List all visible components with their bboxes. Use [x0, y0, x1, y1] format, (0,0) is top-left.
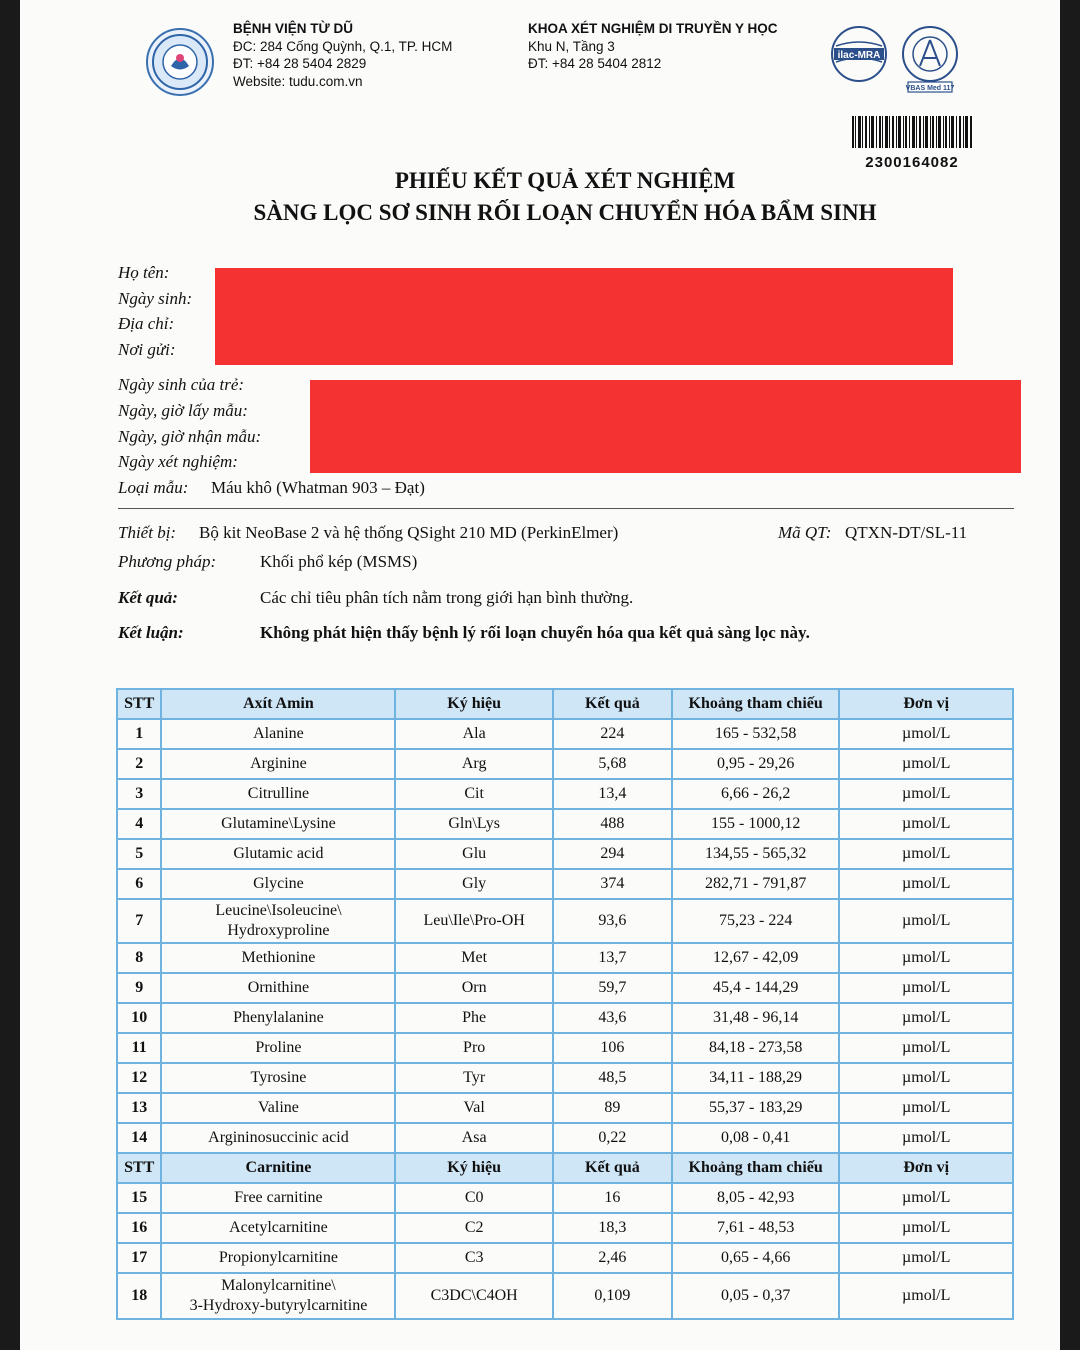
row-name: Free carnitine — [161, 1183, 395, 1213]
row-name: Citrulline — [161, 779, 395, 809]
barcode — [852, 116, 972, 171]
row-symbol: Phe — [395, 1003, 552, 1033]
row-result: 48,5 — [553, 1063, 672, 1093]
accreditation-logos-icon — [828, 24, 964, 94]
row-range: 165 - 532,58 — [672, 719, 839, 749]
test-date-label: Ngày xét nghiệm: — [118, 452, 238, 471]
row-stt: 5 — [117, 839, 161, 869]
row-result: 294 — [553, 839, 672, 869]
qt-label: Mã QT: — [778, 523, 832, 542]
row-stt: 18 — [117, 1273, 161, 1319]
table-row — [117, 1183, 1013, 1213]
row-stt: 7 — [117, 899, 161, 943]
row-result: 0,109 — [553, 1273, 672, 1319]
conclusion-label: Kết luận: — [118, 623, 184, 642]
row-unit: µmol/L — [839, 1003, 1013, 1033]
row-unit: µmol/L — [839, 869, 1013, 899]
hospital-phone: ĐT: +84 28 5404 2829 — [233, 56, 367, 71]
hospital-website: Website: tudu.com.vn — [233, 73, 363, 89]
dob-label: Ngày sinh: — [118, 289, 193, 308]
row-name-line2: Hydroxyproline — [227, 922, 330, 939]
row-range: 0,95 - 29,26 — [672, 749, 839, 779]
row-result: 13,7 — [553, 943, 672, 973]
col-header-unit: Đơn vị — [839, 1153, 1013, 1183]
row-unit: µmol/L — [839, 779, 1013, 809]
row-stt: 8 — [117, 943, 161, 973]
row-range: 0,08 - 0,41 — [672, 1123, 839, 1153]
row-range: 12,67 - 42,09 — [672, 943, 839, 973]
row-name: Phenylalanine — [161, 1003, 395, 1033]
row-symbol: Glu — [395, 839, 552, 869]
lab-location: Khu N, Tầng 3 — [528, 38, 615, 54]
boa-logo-icon — [903, 27, 957, 92]
row-range: 6,66 - 26,2 — [672, 779, 839, 809]
row-range: 282,71 - 791,87 — [672, 869, 839, 899]
table-row — [117, 1033, 1013, 1063]
row-stt: 10 — [117, 1003, 161, 1033]
row-name — [161, 1273, 395, 1319]
row-name: Ornithine — [161, 973, 395, 1003]
row-unit: µmol/L — [839, 1123, 1013, 1153]
col-header-amino: Axít Amin — [161, 689, 395, 719]
row-symbol: Asa — [395, 1123, 552, 1153]
row-name: Glutamic acid — [161, 839, 395, 869]
redaction-block-patient — [215, 268, 953, 365]
row-unit: µmol/L — [839, 1063, 1013, 1093]
col-header-carnitine: Carnitine — [161, 1153, 395, 1183]
row-unit: µmol/L — [839, 809, 1013, 839]
row-name: Alanine — [161, 719, 395, 749]
row-range: 155 - 1000,12 — [672, 809, 839, 839]
table-row — [117, 1273, 1013, 1319]
lab-info — [528, 20, 778, 73]
col-header-result: Kết quả — [553, 689, 672, 719]
table-row — [117, 1123, 1013, 1153]
row-result: 106 — [553, 1033, 672, 1063]
row-result: 374 — [553, 869, 672, 899]
row-name-line1: Leucine\Isoleucine\ — [215, 902, 342, 919]
row-result: 43,6 — [553, 1003, 672, 1033]
row-symbol: Cit — [395, 779, 552, 809]
table-row — [117, 1063, 1013, 1093]
row-stt: 9 — [117, 973, 161, 1003]
method-label: Phương pháp: — [118, 552, 217, 571]
row-range: 45,4 - 144,29 — [672, 973, 839, 1003]
table-row — [117, 1243, 1013, 1273]
row-symbol: Orn — [395, 973, 552, 1003]
result-value: Các chỉ tiêu phân tích nằm trong giới hạn bình thường. — [260, 588, 634, 607]
hospital-address: ĐC: 284 Cống Quỳnh, Q.1, TP. HCM — [233, 38, 453, 54]
row-name-line1: Malonylcarnitine\ — [221, 1277, 336, 1294]
row-symbol: C0 — [395, 1183, 552, 1213]
table-row — [117, 869, 1013, 899]
row-result: 5,68 — [553, 749, 672, 779]
device-label: Thiết bị: — [118, 523, 177, 542]
row-range: 8,05 - 42,93 — [672, 1183, 839, 1213]
table-row — [117, 943, 1013, 973]
table-row — [117, 749, 1013, 779]
carnitine-header-row — [117, 1153, 1013, 1183]
row-symbol: Val — [395, 1093, 552, 1123]
table-row — [117, 899, 1013, 943]
col-header-range: Khoảng tham chiếu — [672, 689, 839, 719]
row-stt: 17 — [117, 1243, 161, 1273]
row-result: 0,22 — [553, 1123, 672, 1153]
row-stt: 11 — [117, 1033, 161, 1063]
col-header-symbol: Ký hiệu — [395, 689, 552, 719]
device-value: Bộ kit NeoBase 2 và hệ thống QSight 210 MD (PerkinElmer) — [199, 523, 619, 542]
row-unit: µmol/L — [839, 1093, 1013, 1123]
row-range: 0,05 - 0,37 — [672, 1273, 839, 1319]
row-symbol: Gly — [395, 869, 552, 899]
row-name: Proline — [161, 1033, 395, 1063]
row-name — [161, 899, 395, 943]
row-stt: 12 — [117, 1063, 161, 1093]
results-table — [116, 688, 1014, 1320]
col-header-stt: STT — [117, 689, 161, 719]
name-label: Họ tên: — [118, 263, 170, 282]
row-symbol: C3 — [395, 1243, 552, 1273]
baby-dob-label: Ngày sinh của trẻ: — [118, 375, 245, 394]
method-value: Khối phổ kép (MSMS) — [260, 552, 418, 571]
row-result: 2,46 — [553, 1243, 672, 1273]
row-unit: µmol/L — [839, 943, 1013, 973]
hospital-name: BỆNH VIỆN TỪ DŨ — [233, 21, 353, 36]
col-header-unit: Đơn vị — [839, 689, 1013, 719]
row-name: Tyrosine — [161, 1063, 395, 1093]
table-row — [117, 719, 1013, 749]
table-row — [117, 809, 1013, 839]
row-stt: 4 — [117, 809, 161, 839]
row-range: 0,65 - 4,66 — [672, 1243, 839, 1273]
row-stt: 1 — [117, 719, 161, 749]
row-unit: µmol/L — [839, 1273, 1013, 1319]
hospital-logo-icon — [146, 28, 214, 96]
row-range: 134,55 - 565,32 — [672, 839, 839, 869]
row-unit: µmol/L — [839, 973, 1013, 1003]
row-result: 59,7 — [553, 973, 672, 1003]
row-name-line2: 3-Hydroxy-butyrylcarnitine — [189, 1297, 368, 1314]
row-range: 31,48 - 96,14 — [672, 1003, 839, 1033]
amino-header-row — [117, 689, 1013, 719]
report-title: PHIẾU KẾT QUẢ XÉT NGHIỆM — [394, 168, 736, 193]
barcode-bars-icon — [852, 116, 972, 148]
row-symbol: C3DC\C4OH — [395, 1273, 552, 1319]
address-label: Địa chỉ: — [118, 314, 175, 333]
sample-time-label: Ngày, giờ lấy mẫu: — [118, 401, 248, 420]
row-symbol: Leu\Ile\Pro-OH — [395, 899, 552, 943]
row-range: 84,18 - 273,58 — [672, 1033, 839, 1063]
col-header-range: Khoảng tham chiếu — [672, 1153, 839, 1183]
lab-phone: ĐT: +84 28 5404 2812 — [528, 56, 662, 71]
table-row — [117, 839, 1013, 869]
row-unit: µmol/L — [839, 1243, 1013, 1273]
row-range: 75,23 - 224 — [672, 899, 839, 943]
row-result: 488 — [553, 809, 672, 839]
divider — [118, 508, 1014, 509]
row-range: 34,11 - 188,29 — [672, 1063, 839, 1093]
table-row — [117, 779, 1013, 809]
row-range: 7,61 - 48,53 — [672, 1213, 839, 1243]
row-symbol: Pro — [395, 1033, 552, 1063]
barcode-number: 2300164082 — [865, 154, 959, 171]
row-unit: µmol/L — [839, 839, 1013, 869]
row-name: Methionine — [161, 943, 395, 973]
row-range: 55,37 - 183,29 — [672, 1093, 839, 1123]
row-symbol: Gln\Lys — [395, 809, 552, 839]
boa-text: VBAS Med 117 — [905, 85, 955, 92]
col-header-stt: STT — [117, 1153, 161, 1183]
sample-type-value: Máu khô (Whatman 903 – Đạt) — [211, 478, 425, 497]
row-stt: 3 — [117, 779, 161, 809]
row-stt: 2 — [117, 749, 161, 779]
row-unit: µmol/L — [839, 719, 1013, 749]
redaction-block-dates — [310, 380, 1021, 473]
report-subtitle: SÀNG LỌC SƠ SINH RỐI LOẠN CHUYỂN HÓA BẨM SINH — [253, 200, 877, 225]
col-header-result: Kết quả — [553, 1153, 672, 1183]
qt-value: QTXN-DT/SL-11 — [845, 523, 968, 542]
row-name: Glycine — [161, 869, 395, 899]
sender-label: Nơi gửi: — [118, 340, 176, 359]
row-symbol: C2 — [395, 1213, 552, 1243]
receive-time-label: Ngày, giờ nhận mẫu: — [118, 427, 262, 446]
row-result: 13,4 — [553, 779, 672, 809]
row-name: Glutamine\Lysine — [161, 809, 395, 839]
table-row — [117, 1213, 1013, 1243]
row-result: 18,3 — [553, 1213, 672, 1243]
lab-name: KHOA XÉT NGHIỆM DI TRUYỀN Y HỌC — [528, 21, 778, 36]
row-result: 93,6 — [553, 899, 672, 943]
row-stt: 6 — [117, 869, 161, 899]
row-name: Valine — [161, 1093, 395, 1123]
sample-type-label: Loại mẫu: — [118, 478, 189, 497]
col-header-symbol: Ký hiệu — [395, 1153, 552, 1183]
row-stt: 16 — [117, 1213, 161, 1243]
row-result: 16 — [553, 1183, 672, 1213]
ilac-text: ilac-MRA — [837, 50, 881, 61]
row-name: Arginine — [161, 749, 395, 779]
row-stt: 15 — [117, 1183, 161, 1213]
result-label: Kết quả: — [118, 588, 178, 607]
report-page — [20, 0, 1060, 1350]
row-symbol: Ala — [395, 719, 552, 749]
row-name: Argininosuccinic acid — [161, 1123, 395, 1153]
row-name: Acetylcarnitine — [161, 1213, 395, 1243]
table-row — [117, 973, 1013, 1003]
row-unit: µmol/L — [839, 899, 1013, 943]
conclusion-value: Không phát hiện thấy bệnh lý rối loạn chuyển hóa qua kết quả sàng lọc này. — [260, 623, 810, 642]
row-unit: µmol/L — [839, 1213, 1013, 1243]
row-unit: µmol/L — [839, 1183, 1013, 1213]
row-symbol: Arg — [395, 749, 552, 779]
hospital-info — [233, 20, 452, 90]
table-row — [117, 1093, 1013, 1123]
row-name: Propionylcarnitine — [161, 1243, 395, 1273]
table-row — [117, 1003, 1013, 1033]
row-unit: µmol/L — [839, 1033, 1013, 1063]
row-result: 89 — [553, 1093, 672, 1123]
row-result: 224 — [553, 719, 672, 749]
row-symbol: Tyr — [395, 1063, 552, 1093]
row-unit: µmol/L — [839, 749, 1013, 779]
row-symbol: Met — [395, 943, 552, 973]
ilac-mra-logo-icon — [832, 27, 886, 81]
row-stt: 14 — [117, 1123, 161, 1153]
row-stt: 13 — [117, 1093, 161, 1123]
